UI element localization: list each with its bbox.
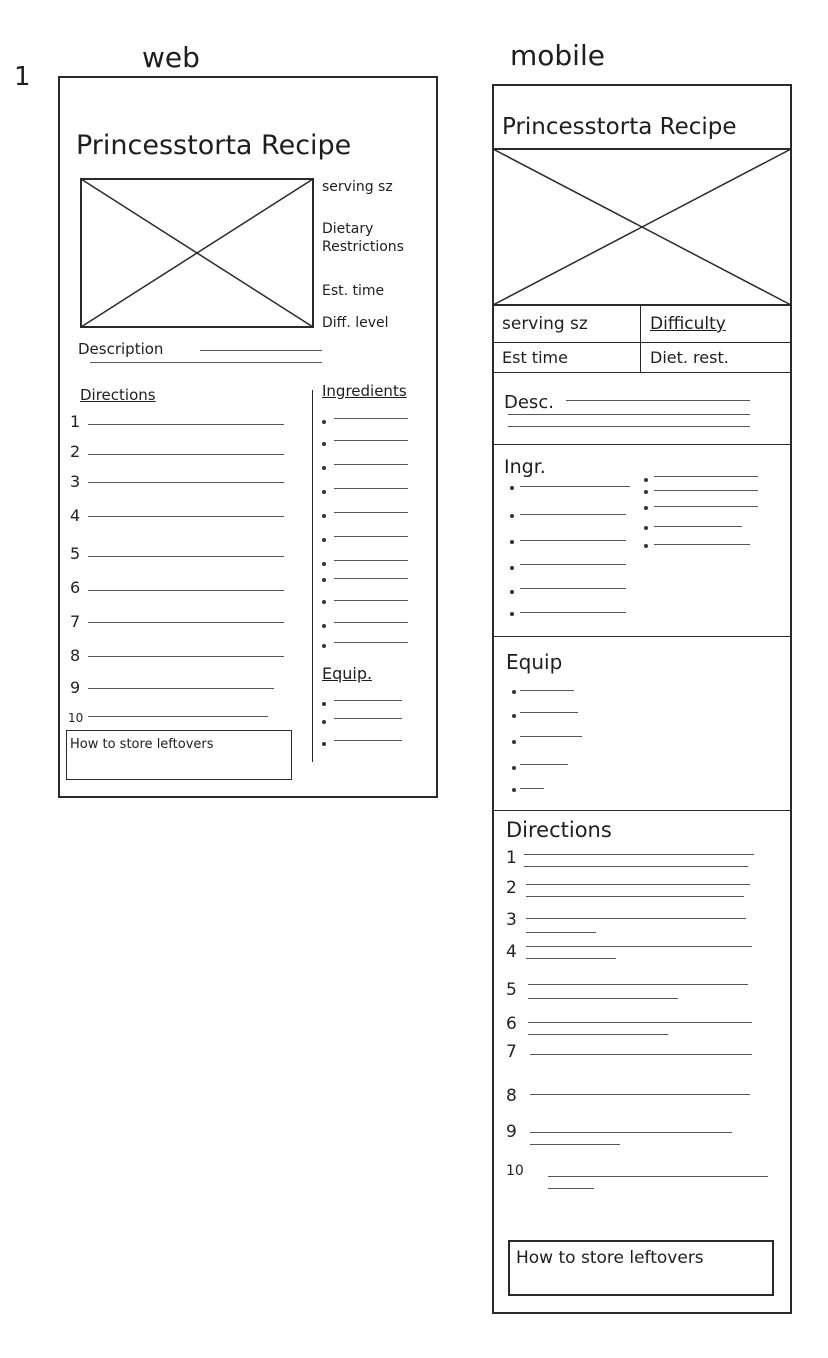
web-description-label: Description: [78, 340, 164, 358]
web-heading: web: [142, 41, 200, 74]
mobile-description-label: Desc.: [504, 392, 554, 413]
web-direction-line: [88, 656, 284, 657]
web-direction-line: [88, 556, 284, 557]
mobile-ingredient-line: [520, 564, 626, 565]
web-ingredient-line: [334, 536, 408, 537]
web-direction-number: 8: [70, 646, 81, 665]
web-equipment-line: [334, 740, 402, 741]
web-serving-size: serving sz: [322, 179, 393, 195]
web-directions-label: Directions: [80, 386, 156, 404]
mobile-direction-number: 3: [506, 910, 517, 930]
web-ingredient-bullet: [322, 490, 326, 494]
web-direction-number: 3: [70, 472, 81, 491]
web-direction-number: 7: [70, 612, 81, 631]
mobile-direction-number: 2: [506, 878, 517, 898]
web-ingredient-bullet: [322, 562, 326, 566]
mobile-leftovers-label: How to store leftovers: [516, 1248, 704, 1268]
web-ingredient-bullet: [322, 578, 326, 582]
mobile-direction-line: [526, 932, 596, 933]
mobile-ingredient-bullet: [510, 612, 514, 616]
mobile-equipment-line: [520, 712, 578, 713]
web-restrictions-label: Restrictions: [322, 239, 404, 255]
web-ingredient-line: [334, 642, 408, 643]
mobile-direction-line: [528, 1022, 752, 1023]
web-ingredient-line: [334, 622, 408, 623]
mobile-direction-line: [530, 1094, 750, 1095]
web-ingredient-line: [334, 560, 408, 561]
mobile-direction-line: [548, 1188, 594, 1189]
mobile-ingredient-bullet: [510, 590, 514, 594]
mobile-ingredient-bullet: [644, 490, 648, 494]
mobile-equipment-bullet: [512, 740, 516, 744]
mobile-direction-line: [528, 984, 748, 985]
mobile-ingredient-line: [520, 486, 630, 487]
web-equipment-bullet: [322, 720, 326, 724]
mobile-direction-number: 1: [506, 848, 517, 868]
mobile-ingredient-bullet: [510, 540, 514, 544]
mobile-est-time: Est time: [502, 348, 568, 367]
mobile-description-line: [508, 426, 750, 427]
mobile-ingredient-line: [520, 612, 626, 613]
mobile-equipment-label: Equip: [506, 650, 563, 674]
mobile-direction-number: 9: [506, 1122, 517, 1142]
web-equipment-bullet: [322, 742, 326, 746]
mobile-section-divider: [492, 810, 792, 811]
mobile-section-divider: [492, 636, 792, 637]
mobile-ingredient-bullet: [510, 514, 514, 518]
mobile-equipment-bullet: [512, 714, 516, 718]
mobile-info-divider: [492, 342, 792, 343]
mobile-direction-line: [526, 918, 746, 919]
mobile-ingredient-bullet: [644, 526, 648, 530]
web-ingredient-line: [334, 600, 408, 601]
web-equipment-label: Equip.: [322, 664, 373, 683]
mobile-info-divider: [640, 306, 641, 372]
mobile-ingredient-line: [654, 490, 758, 491]
web-direction-number: 9: [70, 678, 81, 697]
mobile-direction-line: [526, 896, 744, 897]
web-direction-line: [88, 454, 284, 455]
mobile-equipment-line: [520, 736, 582, 737]
web-ingredient-bullet: [322, 514, 326, 518]
mobile-direction-line: [526, 958, 616, 959]
mobile-ingredient-line: [654, 476, 758, 477]
mobile-description-line: [508, 414, 750, 415]
mobile-ingredient-bullet: [510, 566, 514, 570]
web-ingredient-bullet: [322, 466, 326, 470]
mobile-equipment-line: [520, 788, 544, 789]
mobile-ingredient-line: [520, 588, 626, 589]
web-equipment-bullet: [322, 702, 326, 706]
mobile-equipment-bullet: [512, 690, 516, 694]
web-image-placeholder: [80, 178, 314, 328]
web-direction-number: 1: [70, 412, 81, 431]
mobile-direction-line: [528, 998, 678, 999]
web-direction-line: [88, 590, 284, 591]
web-direction-line: [88, 482, 284, 483]
web-ingredient-line: [334, 578, 408, 579]
web-direction-line: [88, 424, 284, 425]
web-direction-number: 2: [70, 442, 81, 461]
mobile-direction-number: 5: [506, 980, 517, 1000]
mobile-ingredient-bullet: [510, 486, 514, 490]
web-diff-level: Diff. level: [322, 315, 389, 331]
mobile-direction-line: [530, 1144, 620, 1145]
web-ingredient-line: [334, 488, 408, 489]
mobile-direction-line: [524, 854, 754, 855]
web-recipe-title: Princesstorta Recipe: [76, 130, 352, 161]
web-ingredient-bullet: [322, 644, 326, 648]
web-equipment-line: [334, 700, 402, 701]
mobile-direction-line: [524, 866, 748, 867]
mobile-equipment-line: [520, 690, 574, 691]
web-direction-number: 4: [70, 506, 81, 525]
web-direction-number: 10: [68, 711, 84, 725]
web-ingredient-bullet: [322, 624, 326, 628]
mobile-equipment-line: [520, 764, 568, 765]
mobile-direction-number: 6: [506, 1014, 517, 1034]
mobile-direction-line: [528, 1034, 668, 1035]
mobile-section-divider: [492, 444, 792, 445]
mobile-ingredient-line: [654, 506, 758, 507]
web-direction-line: [88, 688, 274, 689]
mobile-ingredient-line: [520, 514, 626, 515]
mobile-ingredient-line: [654, 544, 750, 545]
web-direction-line: [88, 622, 284, 623]
mobile-direction-line: [548, 1176, 768, 1177]
mobile-ingredient-bullet: [644, 478, 648, 482]
web-ingredient-bullet: [322, 600, 326, 604]
mobile-direction-line: [526, 884, 750, 885]
mobile-diet-restrictions: Diet. rest.: [650, 348, 729, 367]
mobile-ingredient-line: [654, 526, 742, 527]
web-description-line: [90, 362, 322, 363]
mobile-difficulty: Difficulty: [650, 314, 726, 334]
web-ingredient-bullet: [322, 538, 326, 542]
page-marker: 1: [14, 62, 31, 92]
mobile-description-line: [566, 400, 750, 401]
mobile-recipe-title: Princesstorta Recipe: [502, 114, 737, 140]
web-description-line: [200, 350, 322, 351]
web-est-time: Est. time: [322, 283, 385, 299]
mobile-ingredient-bullet: [644, 544, 648, 548]
mobile-direction-number: 8: [506, 1086, 517, 1106]
mobile-direction-number: 4: [506, 942, 517, 962]
web-ingredient-line: [334, 418, 408, 419]
web-column-divider: [312, 390, 313, 762]
web-ingredient-bullet: [322, 442, 326, 446]
mobile-equipment-bullet: [512, 788, 516, 792]
mobile-heading: mobile: [510, 39, 605, 72]
mobile-direction-line: [530, 1054, 752, 1055]
web-ingredient-line: [334, 440, 408, 441]
web-direction-line: [88, 516, 284, 517]
web-equipment-line: [334, 718, 402, 719]
mobile-ingredients-label: Ingr.: [504, 456, 546, 478]
mobile-ingredient-bullet: [644, 506, 648, 510]
web-ingredient-line: [334, 512, 408, 513]
mobile-serving-size: serving sz: [502, 314, 588, 334]
web-ingredient-bullet: [322, 420, 326, 424]
mobile-ingredient-line: [520, 540, 626, 541]
mobile-direction-number: 7: [506, 1042, 517, 1062]
web-dietary-label: Dietary: [322, 221, 374, 237]
mobile-directions-label: Directions: [506, 818, 612, 842]
web-ingredients-label: Ingredients: [322, 382, 407, 400]
mobile-info-divider: [492, 372, 792, 373]
mobile-equipment-bullet: [512, 766, 516, 770]
web-direction-line: [88, 716, 268, 717]
web-direction-number: 5: [70, 544, 81, 563]
mobile-direction-number: 10: [506, 1163, 524, 1179]
web-direction-number: 6: [70, 578, 81, 597]
mobile-direction-line: [530, 1132, 732, 1133]
web-ingredient-line: [334, 464, 408, 465]
mobile-direction-line: [526, 946, 752, 947]
mobile-image-placeholder: [492, 148, 792, 306]
web-leftovers-label: How to store leftovers: [70, 737, 214, 752]
